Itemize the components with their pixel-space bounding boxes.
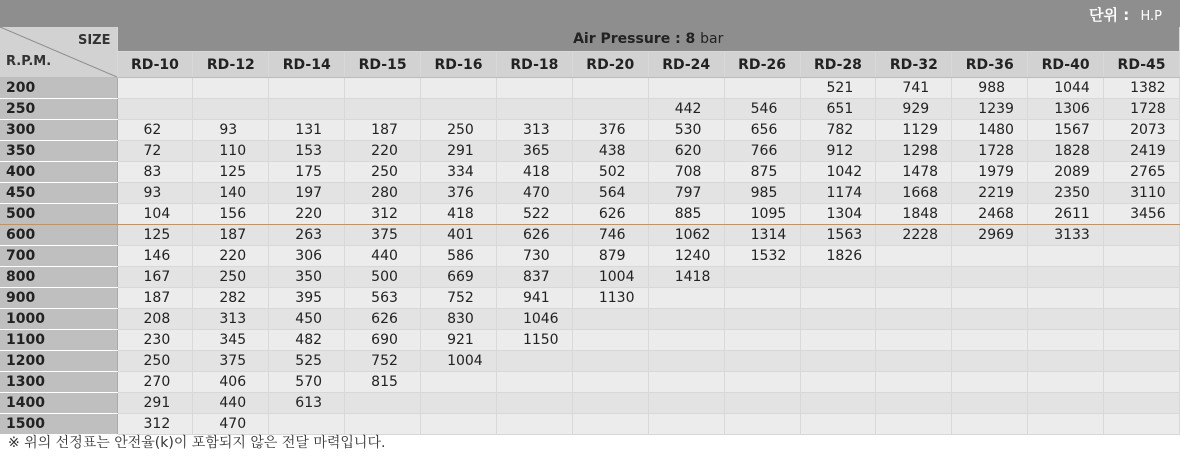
hp-value-cell bbox=[193, 99, 269, 120]
hp-value-cell bbox=[724, 288, 800, 309]
hp-value-cell: 1480 bbox=[952, 120, 1028, 141]
hp-value-cell: 146 bbox=[117, 246, 193, 267]
hp-value-cell: 230 bbox=[117, 330, 193, 351]
hp-value-cell: 470 bbox=[496, 183, 572, 204]
hp-value-cell: 921 bbox=[421, 330, 497, 351]
hp-value-cell bbox=[1104, 309, 1180, 330]
hp-value-cell bbox=[1028, 393, 1104, 414]
hp-value-cell: 250 bbox=[345, 162, 421, 183]
hp-value-cell: 941 bbox=[496, 288, 572, 309]
hp-value-cell: 131 bbox=[269, 120, 345, 141]
table-row bbox=[0, 225, 1180, 246]
hp-value-cell bbox=[1104, 351, 1180, 372]
hp-value-cell bbox=[648, 288, 724, 309]
hp-value-cell bbox=[1028, 330, 1104, 351]
hp-value-cell: 1567 bbox=[1028, 120, 1104, 141]
hp-value-cell: 1826 bbox=[800, 246, 876, 267]
hp-value-cell: 395 bbox=[269, 288, 345, 309]
rpm-value: 1200 bbox=[0, 351, 117, 372]
hp-value-cell: 306 bbox=[269, 246, 345, 267]
hp-value-cell: 651 bbox=[800, 99, 876, 120]
hp-value-cell bbox=[572, 78, 648, 99]
hp-value-cell bbox=[724, 78, 800, 99]
hp-value-cell bbox=[496, 351, 572, 372]
hp-value-cell: 1306 bbox=[1028, 99, 1104, 120]
unit-value: H.P bbox=[1140, 9, 1162, 24]
hp-value-cell: 690 bbox=[345, 330, 421, 351]
hp-value-cell: 334 bbox=[421, 162, 497, 183]
hp-value-cell: 2468 bbox=[952, 204, 1028, 225]
hp-value-cell bbox=[648, 351, 724, 372]
hp-value-cell: 62 bbox=[117, 120, 193, 141]
hp-value-cell: 280 bbox=[345, 183, 421, 204]
hp-value-cell: 250 bbox=[421, 120, 497, 141]
hp-value-cell: 167 bbox=[117, 267, 193, 288]
hp-value-cell: 752 bbox=[345, 351, 421, 372]
table-row bbox=[0, 309, 1180, 330]
unit-title: 단위 bbox=[1089, 6, 1119, 24]
hp-value-cell bbox=[876, 288, 952, 309]
hp-value-cell: 875 bbox=[724, 162, 800, 183]
hp-value-cell bbox=[876, 351, 952, 372]
hp-value-cell: 1004 bbox=[421, 351, 497, 372]
table-row bbox=[0, 120, 1180, 141]
hp-value-cell: 263 bbox=[269, 225, 345, 246]
hp-value-cell bbox=[193, 78, 269, 99]
hp-value-cell bbox=[800, 393, 876, 414]
hp-value-cell: 2350 bbox=[1028, 183, 1104, 204]
hp-value-cell bbox=[724, 267, 800, 288]
hp-value-cell: 1979 bbox=[952, 162, 1028, 183]
rpm-value: 400 bbox=[0, 162, 117, 183]
hp-value-cell: 1828 bbox=[1028, 141, 1104, 162]
hp-value-cell bbox=[1028, 414, 1104, 435]
hp-value-cell: 125 bbox=[117, 225, 193, 246]
rpm-value: 1500 bbox=[0, 414, 117, 435]
model-header: RD-14 bbox=[269, 52, 345, 78]
hp-value-cell: 1239 bbox=[952, 99, 1028, 120]
hp-value-cell bbox=[1104, 288, 1180, 309]
model-header: RD-15 bbox=[345, 52, 421, 78]
hp-value-cell bbox=[876, 414, 952, 435]
hp-value-cell: 406 bbox=[193, 372, 269, 393]
hp-value-cell bbox=[952, 351, 1028, 372]
hp-value-cell: 500 bbox=[345, 267, 421, 288]
hp-value-cell bbox=[496, 393, 572, 414]
hp-value-cell bbox=[572, 351, 648, 372]
hp-value-cell: 1382 bbox=[1104, 78, 1180, 99]
hp-value-cell bbox=[648, 372, 724, 393]
hp-value-cell bbox=[952, 372, 1028, 393]
rpm-value: 450 bbox=[0, 183, 117, 204]
hp-value-cell: 708 bbox=[648, 162, 724, 183]
hp-value-cell: 522 bbox=[496, 204, 572, 225]
rpm-label: R.P.M. bbox=[6, 54, 52, 69]
hp-value-cell: 220 bbox=[269, 204, 345, 225]
air-pressure-header bbox=[117, 27, 1180, 52]
hp-value-cell bbox=[1028, 246, 1104, 267]
hp-value-cell: 656 bbox=[724, 120, 800, 141]
hp-value-cell: 1130 bbox=[572, 288, 648, 309]
hp-value-cell bbox=[876, 246, 952, 267]
hp-value-cell bbox=[800, 351, 876, 372]
hp-value-cell: 83 bbox=[117, 162, 193, 183]
size-label: SIZE bbox=[77, 33, 111, 48]
hp-value-cell bbox=[952, 330, 1028, 351]
hp-value-cell bbox=[648, 309, 724, 330]
hp-value-cell bbox=[1104, 330, 1180, 351]
hp-value-cell bbox=[572, 99, 648, 120]
hp-value-cell: 250 bbox=[117, 351, 193, 372]
hp-value-cell bbox=[269, 78, 345, 99]
hp-value-cell: 375 bbox=[193, 351, 269, 372]
hp-value-cell: 470 bbox=[193, 414, 269, 435]
hp-value-cell bbox=[421, 78, 497, 99]
rpm-value: 200 bbox=[0, 78, 117, 99]
hp-value-cell bbox=[345, 393, 421, 414]
hp-value-cell bbox=[496, 414, 572, 435]
hp-value-cell: 669 bbox=[421, 267, 497, 288]
hp-value-cell: 797 bbox=[648, 183, 724, 204]
hp-value-cell bbox=[572, 393, 648, 414]
hp-value-cell bbox=[724, 414, 800, 435]
table-row bbox=[0, 351, 1180, 372]
hp-value-cell: 730 bbox=[496, 246, 572, 267]
table-row bbox=[0, 162, 1180, 183]
hp-value-cell: 153 bbox=[269, 141, 345, 162]
rpm-value: 800 bbox=[0, 267, 117, 288]
hp-value-cell: 418 bbox=[421, 204, 497, 225]
hp-value-cell: 220 bbox=[345, 141, 421, 162]
hp-value-cell: 197 bbox=[269, 183, 345, 204]
hp-value-cell: 250 bbox=[193, 267, 269, 288]
model-header: RD-36 bbox=[952, 52, 1028, 78]
hp-value-cell: 985 bbox=[724, 183, 800, 204]
hp-value-cell: 2419 bbox=[1104, 141, 1180, 162]
hp-value-cell: 375 bbox=[345, 225, 421, 246]
rpm-value: 1300 bbox=[0, 372, 117, 393]
hp-value-cell: 1150 bbox=[496, 330, 572, 351]
hp-value-cell bbox=[724, 393, 800, 414]
hp-value-cell bbox=[1104, 393, 1180, 414]
hp-value-cell: 2073 bbox=[1104, 120, 1180, 141]
hp-value-cell bbox=[648, 393, 724, 414]
hp-value-cell: 156 bbox=[193, 204, 269, 225]
table-row bbox=[0, 267, 1180, 288]
table-row bbox=[0, 183, 1180, 204]
hp-value-cell: 1314 bbox=[724, 225, 800, 246]
hp-value-cell bbox=[345, 99, 421, 120]
hp-value-cell bbox=[421, 393, 497, 414]
hp-value-cell: 912 bbox=[800, 141, 876, 162]
hp-value-cell bbox=[572, 372, 648, 393]
hp-value-cell: 110 bbox=[193, 141, 269, 162]
hp-value-cell bbox=[1104, 372, 1180, 393]
hp-value-cell: 1062 bbox=[648, 225, 724, 246]
model-header: RD-12 bbox=[193, 52, 269, 78]
hp-value-cell: 312 bbox=[117, 414, 193, 435]
hp-value-cell: 879 bbox=[572, 246, 648, 267]
hp-value-cell bbox=[572, 330, 648, 351]
hp-value-cell: 312 bbox=[345, 204, 421, 225]
hp-value-cell: 3456 bbox=[1104, 204, 1180, 225]
hp-value-cell bbox=[648, 78, 724, 99]
hp-value-cell bbox=[800, 330, 876, 351]
model-header: RD-45 bbox=[1104, 52, 1180, 78]
hp-value-cell: 2969 bbox=[952, 225, 1028, 246]
hp-value-cell: 376 bbox=[572, 120, 648, 141]
hp-value-cell bbox=[876, 372, 952, 393]
hp-value-cell: 220 bbox=[193, 246, 269, 267]
hp-value-cell bbox=[1104, 225, 1180, 246]
hp-value-cell: 2089 bbox=[1028, 162, 1104, 183]
hp-value-cell: 525 bbox=[269, 351, 345, 372]
hp-value-cell: 401 bbox=[421, 225, 497, 246]
model-header-row bbox=[0, 52, 1180, 78]
hp-value-cell: 2228 bbox=[876, 225, 952, 246]
hp-value-cell bbox=[952, 414, 1028, 435]
hp-value-cell: 1129 bbox=[876, 120, 952, 141]
hp-value-cell: 313 bbox=[496, 120, 572, 141]
hp-value-cell bbox=[1104, 414, 1180, 435]
hp-value-cell: 564 bbox=[572, 183, 648, 204]
hp-value-cell: 782 bbox=[800, 120, 876, 141]
rpm-value: 900 bbox=[0, 288, 117, 309]
power-selection-table bbox=[0, 27, 1180, 435]
hp-value-cell bbox=[876, 393, 952, 414]
table-row bbox=[0, 204, 1180, 225]
hp-value-cell: 1004 bbox=[572, 267, 648, 288]
hp-value-cell bbox=[724, 309, 800, 330]
corner-header bbox=[0, 27, 117, 78]
hp-value-cell: 125 bbox=[193, 162, 269, 183]
hp-value-cell: 282 bbox=[193, 288, 269, 309]
hp-value-cell: 2219 bbox=[952, 183, 1028, 204]
footnote: ※ 위의 선정표는 안전율(k)이 포함되지 않은 전달 마력입니다. bbox=[8, 435, 386, 451]
hp-value-cell: 376 bbox=[421, 183, 497, 204]
hp-value-cell: 442 bbox=[648, 99, 724, 120]
hp-value-cell: 93 bbox=[117, 183, 193, 204]
hp-value-cell bbox=[800, 372, 876, 393]
hp-value-cell bbox=[648, 330, 724, 351]
hp-value-cell bbox=[1028, 372, 1104, 393]
model-header: RD-40 bbox=[1028, 52, 1104, 78]
hp-value-cell bbox=[572, 309, 648, 330]
hp-value-cell: 3133 bbox=[1028, 225, 1104, 246]
unit-bar bbox=[0, 0, 1180, 27]
hp-value-cell bbox=[496, 78, 572, 99]
hp-value-cell: 563 bbox=[345, 288, 421, 309]
hp-value-cell bbox=[800, 267, 876, 288]
hp-value-cell: 187 bbox=[193, 225, 269, 246]
hp-value-cell: 365 bbox=[496, 141, 572, 162]
hp-value-cell: 345 bbox=[193, 330, 269, 351]
model-header: RD-24 bbox=[648, 52, 724, 78]
model-header: RD-18 bbox=[496, 52, 572, 78]
hp-value-cell bbox=[421, 414, 497, 435]
hp-value-cell bbox=[800, 414, 876, 435]
hp-value-cell: 291 bbox=[117, 393, 193, 414]
hp-value-cell bbox=[1028, 267, 1104, 288]
hp-value-cell bbox=[117, 78, 193, 99]
table-body bbox=[0, 78, 1180, 435]
hp-value-cell: 2611 bbox=[1028, 204, 1104, 225]
hp-value-cell bbox=[724, 330, 800, 351]
table-row bbox=[0, 330, 1180, 351]
hp-value-cell: 1298 bbox=[876, 141, 952, 162]
hp-value-cell: 1174 bbox=[800, 183, 876, 204]
model-header: RD-20 bbox=[572, 52, 648, 78]
hp-value-cell bbox=[1028, 309, 1104, 330]
hp-value-cell: 746 bbox=[572, 225, 648, 246]
hp-value-cell: 1304 bbox=[800, 204, 876, 225]
table-row bbox=[0, 393, 1180, 414]
hp-value-cell: 175 bbox=[269, 162, 345, 183]
pressure-unit: bar bbox=[700, 31, 724, 47]
hp-value-cell bbox=[496, 99, 572, 120]
hp-value-cell: 1240 bbox=[648, 246, 724, 267]
table-row bbox=[0, 372, 1180, 393]
hp-value-cell: 766 bbox=[724, 141, 800, 162]
table-row bbox=[0, 288, 1180, 309]
hp-value-cell: 626 bbox=[496, 225, 572, 246]
hp-value-cell: 1848 bbox=[876, 204, 952, 225]
hp-value-cell: 885 bbox=[648, 204, 724, 225]
hp-value-cell: 521 bbox=[800, 78, 876, 99]
hp-value-cell bbox=[345, 78, 421, 99]
rpm-value: 700 bbox=[0, 246, 117, 267]
hp-value-cell: 830 bbox=[421, 309, 497, 330]
rpm-value: 500 bbox=[0, 204, 117, 225]
hp-value-cell: 187 bbox=[345, 120, 421, 141]
hp-value-cell: 1728 bbox=[1104, 99, 1180, 120]
rpm-value: 1100 bbox=[0, 330, 117, 351]
hp-value-cell bbox=[648, 414, 724, 435]
hp-value-cell: 837 bbox=[496, 267, 572, 288]
hp-value-cell: 2765 bbox=[1104, 162, 1180, 183]
hp-value-cell: 530 bbox=[648, 120, 724, 141]
table-row bbox=[0, 78, 1180, 99]
hp-value-cell: 140 bbox=[193, 183, 269, 204]
table-row bbox=[0, 141, 1180, 162]
hp-value-cell: 72 bbox=[117, 141, 193, 162]
hp-value-cell: 208 bbox=[117, 309, 193, 330]
hp-value-cell: 104 bbox=[117, 204, 193, 225]
model-header: RD-16 bbox=[421, 52, 497, 78]
hp-value-cell bbox=[421, 99, 497, 120]
hp-value-cell: 440 bbox=[193, 393, 269, 414]
model-header: RD-26 bbox=[724, 52, 800, 78]
hp-value-cell bbox=[952, 393, 1028, 414]
hp-value-cell: 1532 bbox=[724, 246, 800, 267]
hp-value-cell: 350 bbox=[269, 267, 345, 288]
hp-value-cell: 482 bbox=[269, 330, 345, 351]
hp-value-cell: 291 bbox=[421, 141, 497, 162]
hp-value-cell bbox=[117, 99, 193, 120]
hp-value-cell bbox=[952, 246, 1028, 267]
rpm-value: 1000 bbox=[0, 309, 117, 330]
hp-value-cell: 929 bbox=[876, 99, 952, 120]
hp-value-cell: 187 bbox=[117, 288, 193, 309]
hp-value-cell: 1668 bbox=[876, 183, 952, 204]
hp-value-cell: 546 bbox=[724, 99, 800, 120]
hp-value-cell: 626 bbox=[572, 204, 648, 225]
unit-label: 단위 : H.P bbox=[1089, 6, 1162, 24]
hp-value-cell bbox=[952, 309, 1028, 330]
hp-value-cell: 626 bbox=[345, 309, 421, 330]
hp-value-cell bbox=[1028, 351, 1104, 372]
hp-value-cell: 570 bbox=[269, 372, 345, 393]
hp-value-cell: 418 bbox=[496, 162, 572, 183]
hp-value-cell: 313 bbox=[193, 309, 269, 330]
hp-value-cell: 1478 bbox=[876, 162, 952, 183]
model-header: RD-10 bbox=[117, 52, 193, 78]
hp-value-cell bbox=[496, 372, 572, 393]
hp-value-cell bbox=[1104, 267, 1180, 288]
hp-value-cell: 1418 bbox=[648, 267, 724, 288]
pressure-label: Air Pressure : 8 bbox=[573, 31, 696, 47]
hp-value-cell bbox=[952, 267, 1028, 288]
hp-value-cell: 1563 bbox=[800, 225, 876, 246]
hp-value-cell bbox=[800, 309, 876, 330]
hp-value-cell: 1728 bbox=[952, 141, 1028, 162]
hp-value-cell bbox=[952, 288, 1028, 309]
model-header: RD-28 bbox=[800, 52, 876, 78]
table-row bbox=[0, 246, 1180, 267]
hp-value-cell: 1095 bbox=[724, 204, 800, 225]
hp-value-cell: 1042 bbox=[800, 162, 876, 183]
hp-value-cell bbox=[876, 309, 952, 330]
hp-value-cell: 620 bbox=[648, 141, 724, 162]
hp-value-cell: 270 bbox=[117, 372, 193, 393]
rpm-value: 350 bbox=[0, 141, 117, 162]
hp-value-cell: 93 bbox=[193, 120, 269, 141]
hp-value-cell: 1046 bbox=[496, 309, 572, 330]
hp-value-cell bbox=[269, 99, 345, 120]
table-row bbox=[0, 99, 1180, 120]
hp-value-cell: 586 bbox=[421, 246, 497, 267]
hp-value-cell: 613 bbox=[269, 393, 345, 414]
rpm-value: 250 bbox=[0, 99, 117, 120]
hp-value-cell bbox=[724, 351, 800, 372]
hp-value-cell bbox=[1028, 288, 1104, 309]
hp-value-cell: 438 bbox=[572, 141, 648, 162]
model-header: RD-32 bbox=[876, 52, 952, 78]
rpm-value: 600 bbox=[0, 225, 117, 246]
rpm-value: 1400 bbox=[0, 393, 117, 414]
hp-value-cell bbox=[421, 372, 497, 393]
hp-value-cell: 988 bbox=[952, 78, 1028, 99]
hp-value-cell bbox=[876, 267, 952, 288]
rpm-value: 300 bbox=[0, 120, 117, 141]
hp-value-cell bbox=[876, 330, 952, 351]
hp-value-cell: 450 bbox=[269, 309, 345, 330]
hp-value-cell: 3110 bbox=[1104, 183, 1180, 204]
hp-value-cell bbox=[724, 372, 800, 393]
hp-value-cell: 752 bbox=[421, 288, 497, 309]
hp-value-cell: 741 bbox=[876, 78, 952, 99]
hp-value-cell: 1044 bbox=[1028, 78, 1104, 99]
hp-value-cell bbox=[572, 414, 648, 435]
hp-value-cell: 815 bbox=[345, 372, 421, 393]
hp-value-cell: 502 bbox=[572, 162, 648, 183]
hp-value-cell: 440 bbox=[345, 246, 421, 267]
hp-value-cell bbox=[1104, 246, 1180, 267]
hp-value-cell bbox=[800, 288, 876, 309]
